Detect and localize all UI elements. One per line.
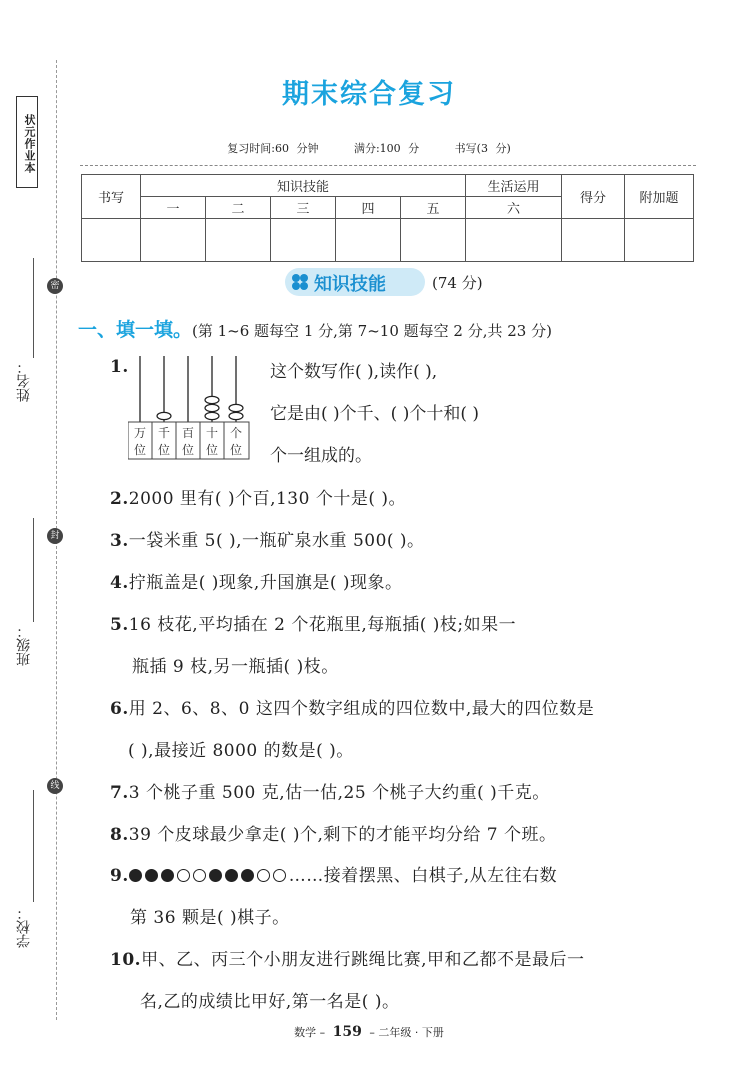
name-field[interactable] (33, 258, 34, 358)
q6-line-1: 6.用 2、6、8、0 这四个数字组成的四位数中,最大的四位数是 (110, 699, 595, 719)
abacus-bead (229, 404, 243, 411)
score-cell-writing[interactable] (82, 219, 141, 262)
part-title: 一、填一填。 (78, 319, 193, 341)
black-stone-icon (129, 869, 142, 882)
score-cell-6[interactable] (466, 219, 562, 262)
abacus-bead (205, 404, 219, 411)
abacus-place-2a: 千 (157, 426, 171, 440)
q9-line-2: 第 36 颗是( )棋子。 (130, 908, 290, 928)
abacus-bead (205, 412, 219, 419)
q5-line-1: 5.16 枝花,平均插在 2 个花瓶里,每瓶插( )枝;如果一 (110, 615, 517, 635)
seal-feng: 封 (47, 528, 63, 544)
header-divider (80, 165, 696, 166)
exam-time: 复习时间:60 分钟 (227, 142, 319, 155)
section-title: 知识技能 (314, 274, 386, 295)
school-field[interactable] (33, 790, 34, 902)
name-label: 姓名： (16, 360, 32, 402)
q10-line-1: 10.甲、乙、丙三个小朋友进行跳绳比赛,甲和乙都不是最后一 (110, 950, 585, 970)
score-cell-3[interactable] (271, 219, 336, 262)
black-stone-icon (145, 869, 158, 882)
black-stone-icon (209, 869, 222, 882)
abacus-place-3b: 位 (181, 443, 195, 457)
abacus-bead (205, 396, 219, 403)
black-stone-icon (161, 869, 174, 882)
q2: 2.2000 里有( )个百,130 个十是( )。 (110, 489, 407, 509)
white-stone-icon (257, 869, 270, 882)
abacus-place-4b: 位 (205, 443, 219, 457)
abacus-place-5b: 位 (229, 443, 243, 457)
sub-col-5: 五 (401, 197, 466, 219)
q6-line-2: ( ),最接近 8000 的数是( )。 (128, 741, 354, 761)
q7: 7.3 个桃子重 500 克,估一估,25 个桃子大约重( )千克。 (110, 783, 550, 803)
sub-col-1: 一 (141, 197, 206, 219)
school-label: 学校： (16, 906, 32, 948)
q1-line-1: 这个数写作( ),读作( ), (270, 362, 438, 382)
sub-col-4: 四 (336, 197, 401, 219)
col-extra: 附加题 (625, 175, 694, 219)
col-score: 得分 (562, 175, 625, 219)
col-writing: 书写 (82, 175, 141, 219)
abacus-illustration (128, 356, 250, 460)
black-stone-icon (241, 869, 254, 882)
score-cell-total[interactable] (562, 219, 625, 262)
white-stone-icon (193, 869, 206, 882)
page-title: 期末综合复习 (282, 79, 456, 110)
abacus-bead (157, 412, 171, 419)
group-life: 生活运用 (466, 175, 562, 197)
score-cell-4[interactable] (336, 219, 401, 262)
sub-col-6: 六 (466, 197, 562, 219)
abacus-place-1b: 位 (133, 443, 147, 457)
q5-line-2: 瓶插 9 枝,另一瓶插( )枝。 (132, 657, 339, 677)
group-knowledge: 知识技能 (141, 175, 466, 197)
q9-stone-sequence (129, 866, 289, 886)
class-label: 班级： (16, 624, 32, 666)
abacus-bead (229, 412, 243, 419)
q9-line-1: 9. ……接着摆黑、白棋子,从左往右数 (110, 866, 558, 886)
part-note: (第 1~6 题每空 1 分,第 7~10 题每空 2 分,共 23 分) (192, 322, 552, 340)
part-heading (78, 315, 552, 342)
q4: 4.拧瓶盖是( )现象,升国旗是( )现象。 (110, 573, 403, 593)
section-score: (74 分) (432, 274, 483, 292)
page-footer: 数学 – 159 – 二年级 · 下册 (294, 1024, 444, 1040)
q1-line-2: 它是由( )个千、( )个十和( ) (270, 404, 480, 424)
brand-box: 状元作业本 (16, 96, 38, 188)
q1-line-3: 个一组成的。 (270, 446, 372, 466)
abacus-place-2b: 位 (157, 443, 171, 457)
section-banner (285, 268, 425, 296)
seal-mi: 密 (47, 278, 63, 294)
score-cell-extra[interactable] (625, 219, 694, 262)
score-cell-5[interactable] (401, 219, 466, 262)
footer-grade: 二年级 · 下册 (378, 1026, 444, 1039)
abacus-place-3a: 百 (181, 426, 195, 440)
page-number: 159 (332, 1024, 362, 1040)
score-table (81, 174, 694, 262)
clover-icon (291, 273, 309, 291)
q1-number: 1. (110, 357, 129, 377)
white-stone-icon (177, 869, 190, 882)
sub-col-3: 三 (271, 197, 336, 219)
abacus-place-4a: 十 (205, 426, 219, 440)
white-stone-icon (273, 869, 286, 882)
black-stone-icon (225, 869, 238, 882)
abacus-place-5a: 个 (229, 426, 243, 440)
score-cell-2[interactable] (206, 219, 271, 262)
q8: 8.39 个皮球最少拿走( )个,剩下的才能平均分给 7 个班。 (110, 825, 557, 845)
seal-xian: 线 (47, 778, 63, 794)
q10-line-2: 名,乙的成绩比甲好,第一名是( )。 (140, 992, 400, 1012)
exam-full-score: 满分:100 分 (353, 142, 420, 155)
footer-subject: 数学 (294, 1026, 317, 1039)
exam-info (0, 140, 738, 156)
class-field[interactable] (33, 518, 34, 622)
q3: 3.一袋米重 5( ),一瓶矿泉水重 500( )。 (110, 531, 425, 551)
exam-writing-score: 书写(3 分) (454, 142, 511, 155)
score-cell-1[interactable] (141, 219, 206, 262)
sub-col-2: 二 (206, 197, 271, 219)
abacus-place-1a: 万 (133, 426, 147, 440)
